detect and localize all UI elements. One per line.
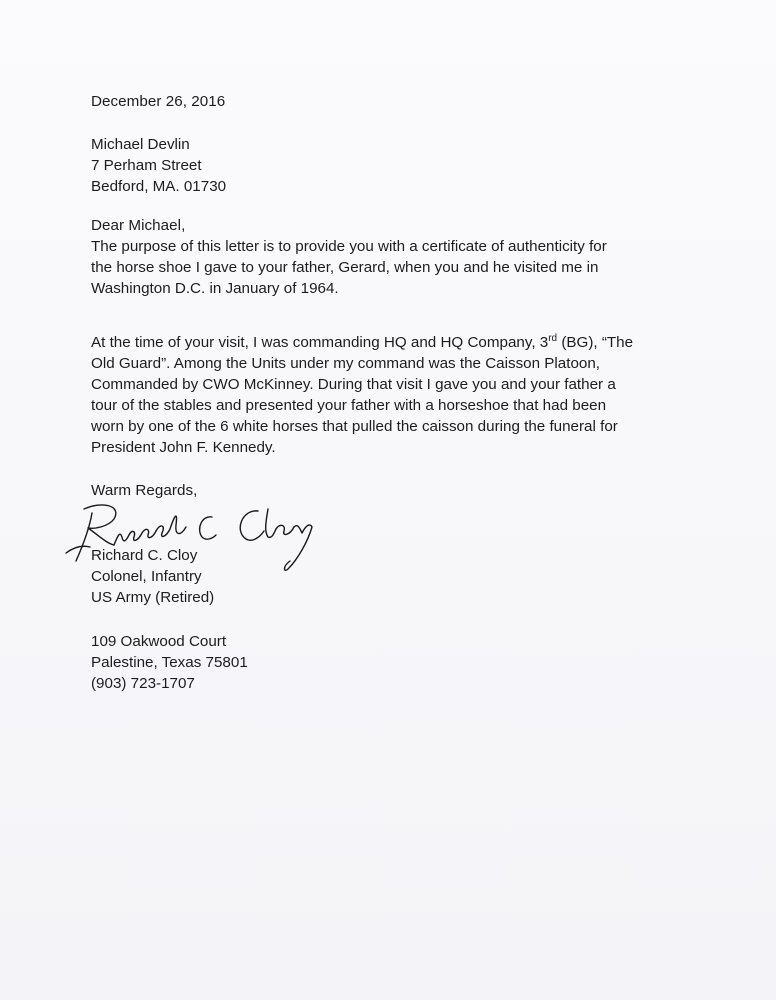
signatory-name: Richard C. Cloy — [91, 547, 198, 564]
paragraph-line: tour of the stables and presented your father with a horseshoe that had been — [91, 397, 607, 414]
ordinal-suffix: rd — [548, 333, 558, 344]
paragraph-line: Commanded by CWO McKinney. During that visit I gave you and your father a — [91, 376, 616, 393]
closing: Warm Regards, — [91, 482, 198, 499]
recipient-name: Michael Devlin — [91, 136, 190, 153]
salutation: Dear Michael, — [91, 217, 186, 234]
paragraph-text: At the time of your visit, I was commanding HQ and HQ Company, 3 — [91, 334, 549, 351]
paragraph-line: worn by one of the 6 white horses that pulled the caisson during the funeral for — [91, 418, 618, 435]
paragraph-line: the horse shoe I gave to your father, Gerard, when you and he visited me in — [91, 259, 599, 276]
recipient-street: 7 Perham Street — [91, 157, 202, 174]
paragraph-line — [91, 332, 633, 353]
sender-city: Palestine, Texas 75801 — [91, 654, 248, 671]
paragraph-line: President John F. Kennedy. — [91, 439, 276, 456]
signatory-block — [91, 545, 214, 608]
letter-date: December 26, 2016 — [91, 93, 226, 110]
sender-contact — [91, 631, 248, 694]
sender-street: 109 Oakwood Court — [91, 633, 227, 650]
paragraph-line: The purpose of this letter is to provide you with a certificate of authenticity for — [91, 238, 607, 255]
paragraph-line: Old Guard”. Among the Units under my command was the Caisson Platoon, — [91, 355, 601, 372]
paragraph-visit — [91, 332, 633, 458]
sender-phone: (903) 723-1707 — [91, 675, 195, 692]
paragraph-text: (BG), “The — [557, 334, 634, 351]
paragraph-line: Washington D.C. in January of 1964. — [91, 280, 339, 297]
paragraph-purpose — [91, 236, 607, 299]
signatory-rank: Colonel, Infantry — [91, 568, 202, 585]
signatory-service: US Army (Retired) — [91, 589, 215, 606]
recipient-address — [91, 134, 226, 197]
recipient-city: Bedford, MA. 01730 — [91, 178, 227, 195]
